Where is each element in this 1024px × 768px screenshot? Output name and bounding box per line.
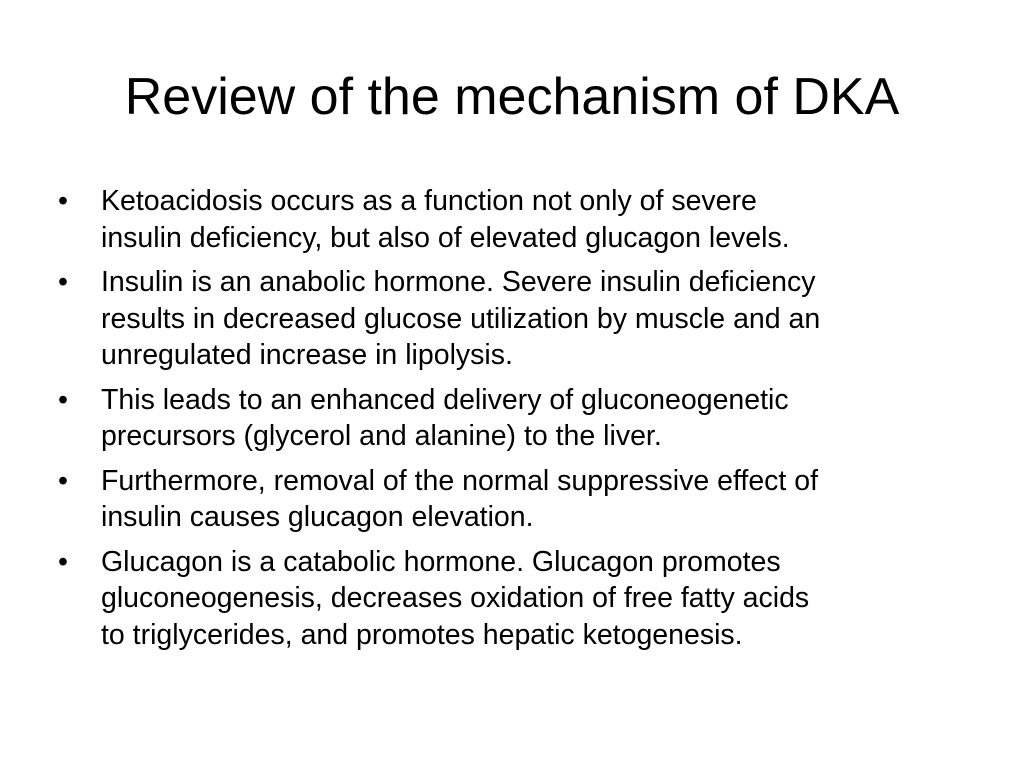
bullet-item [58, 463, 978, 536]
bullet-line: precursors (glycerol and alanine) to the liver. [101, 420, 662, 452]
bullet-line: Ketoacidosis occurs as a function not only of severe [101, 185, 757, 217]
bullet-line: insulin causes glucagon elevation. [101, 501, 534, 533]
bullet-line: results in decreased glucose utilization by muscle and an [101, 302, 821, 335]
bullet-item [58, 544, 978, 654]
bullet-line: Furthermore, removal of the normal suppressive effect of [101, 464, 819, 497]
bullet-line: Glucagon is a catabolic hormone. Glucagon promotes [101, 545, 781, 578]
bullet-line: Insulin is an anabolic hormone. Severe insulin deficiency [101, 266, 816, 298]
bullet-dot-icon: • [58, 383, 68, 416]
bullet-dot-icon: • [58, 464, 68, 497]
bullet-line: to triglycerides, and promotes hepatic ketogenesis. [101, 618, 743, 651]
bullet-item [58, 183, 978, 256]
bullet-item [58, 264, 978, 374]
bullet-line: This leads to an enhanced delivery of gluconeogenetic [101, 383, 789, 416]
bullet-list [58, 183, 978, 661]
bullet-dot-icon: • [58, 545, 68, 578]
bullet-item [58, 382, 978, 455]
slide-title: Review of the mechanism of DKA [124, 68, 900, 126]
bullet-dot-icon: • [58, 185, 68, 217]
bullet-dot-icon: • [58, 266, 68, 298]
bullet-line: gluconeogenesis, decreases oxidation of free fatty acids [101, 582, 810, 614]
bullet-line: unregulated increase in lipolysis. [101, 339, 513, 371]
bullet-line: insulin deficiency, but also of elevated glucagon levels. [101, 221, 790, 254]
